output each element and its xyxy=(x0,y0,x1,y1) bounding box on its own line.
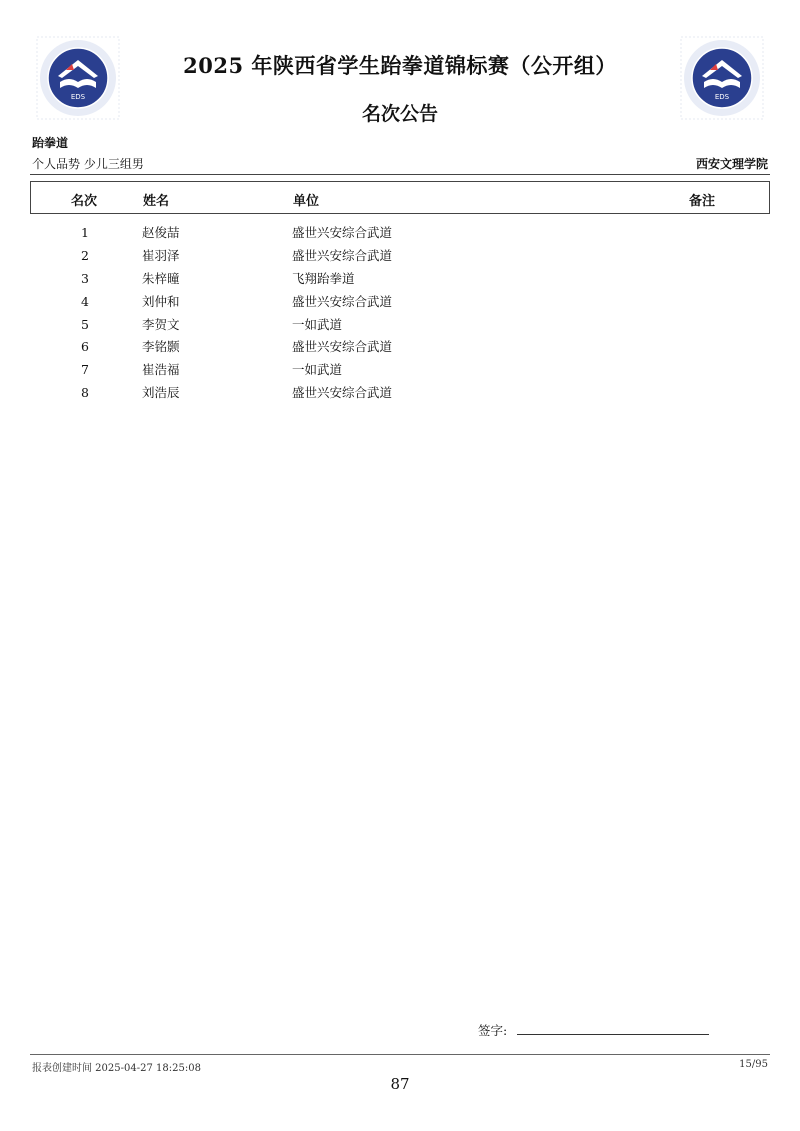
venue-name: 西安文理学院 xyxy=(695,157,768,171)
cell-unit: 一如武道 xyxy=(292,362,343,378)
table-row xyxy=(30,338,770,361)
page-number: 87 xyxy=(390,1075,410,1093)
page-subtitle: 名次公告 xyxy=(361,103,438,125)
cell-name: 崔浩福 xyxy=(142,362,180,378)
cell-name: 崔羽泽 xyxy=(142,247,180,263)
header-name: 姓名 xyxy=(143,194,170,209)
category-name: 个人品势 少儿三组男 xyxy=(32,157,144,171)
cell-name: 朱梓曈 xyxy=(142,270,180,286)
cell-rank: 1 xyxy=(81,225,89,240)
table-row xyxy=(30,361,770,384)
svg-text:EDS: EDS xyxy=(70,93,86,101)
cell-name: 赵俊喆 xyxy=(142,225,180,240)
table-row xyxy=(30,293,770,316)
cell-rank: 6 xyxy=(81,339,89,355)
table-row xyxy=(30,384,770,407)
header-rank: 名次 xyxy=(71,194,98,209)
event-name: 跆拳道 xyxy=(32,136,69,150)
cell-unit: 一如武道 xyxy=(292,316,343,332)
cell-unit: 盛世兴安综合武道 xyxy=(292,385,393,401)
cell-rank: 8 xyxy=(81,385,89,401)
page-title: 2025 年陕西省学生跆拳道锦标赛（公开组） xyxy=(183,53,617,78)
signature-label: 签字: xyxy=(478,1023,508,1038)
header-unit: 单位 xyxy=(293,194,320,209)
cell-name: 刘仲和 xyxy=(142,293,180,309)
table-row xyxy=(30,224,770,247)
page-fraction: 15/95 xyxy=(739,1059,768,1070)
cell-unit: 盛世兴安综合武道 xyxy=(292,247,393,263)
results-table xyxy=(30,224,770,407)
cell-rank: 2 xyxy=(81,247,89,263)
signature-line xyxy=(517,1034,709,1035)
report-created-time: 报表创建时间 2025-04-27 18:25:08 xyxy=(32,1063,201,1074)
svg-text:EDS: EDS xyxy=(714,93,730,101)
cell-name: 李铭颢 xyxy=(142,339,180,355)
table-row xyxy=(30,270,770,293)
cell-rank: 3 xyxy=(81,270,89,286)
table-header xyxy=(30,181,770,214)
cell-unit: 盛世兴安综合武道 xyxy=(292,293,393,309)
cell-rank: 4 xyxy=(81,293,89,309)
cell-name: 李贺文 xyxy=(142,316,180,332)
table-row xyxy=(30,316,770,339)
header-note: 备注 xyxy=(689,194,716,209)
header-divider xyxy=(30,174,770,175)
cell-rank: 5 xyxy=(81,316,89,332)
cell-unit: 飞翔跆拳道 xyxy=(292,270,355,286)
cell-rank: 7 xyxy=(81,362,89,378)
footer-divider xyxy=(30,1054,770,1055)
table-row xyxy=(30,247,770,270)
cell-name: 刘浩辰 xyxy=(142,385,180,401)
cell-unit: 盛世兴安综合武道 xyxy=(292,225,393,240)
cell-unit: 盛世兴安综合武道 xyxy=(292,339,393,355)
